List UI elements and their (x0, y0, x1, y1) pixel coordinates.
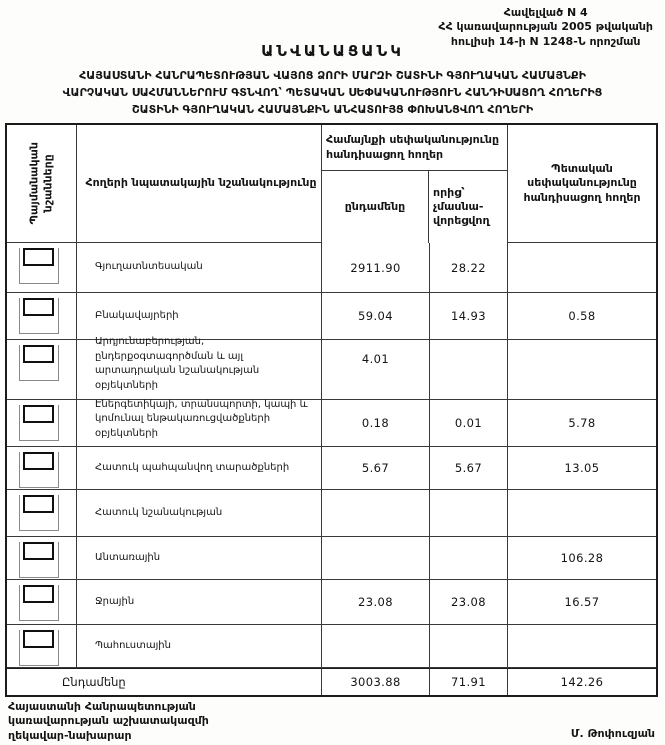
symbol-cell (7, 400, 77, 447)
legend-symbol (19, 542, 59, 578)
value-community-total (322, 537, 430, 580)
value-state (508, 243, 656, 293)
legend-swatch-icon (23, 298, 54, 316)
signatory-title-line: ղեկավար-նախարար (8, 728, 132, 742)
table-row (7, 293, 656, 340)
value-state (508, 490, 656, 537)
value-nonprivatized: 28.22 (430, 243, 508, 293)
header-cell-symbols (7, 125, 77, 243)
value-community-total (322, 490, 430, 537)
header-cell-nonprivatized: որից՝ չմասնա-վորեցվող (433, 185, 490, 228)
value-state: 106.28 (508, 537, 656, 580)
total-state: 142.26 (508, 668, 656, 695)
table-row (7, 490, 656, 537)
legend-swatch-icon (23, 345, 54, 363)
table-header-row (7, 125, 656, 243)
signatory-title-line: կառավարության աշխատակազմի (8, 714, 209, 728)
page-title: ԱՆՎԱՆԱՑԱՆԿ (261, 42, 404, 60)
total-community: 3003.88 (322, 668, 430, 695)
subtitle-line: ՇԱՏԻՆԻ ԳՅՈՒՂԱԿԱՆ ՀԱՄԱՅՆՔԻՆ ԱՆՀԱՏՈՒՅՑ ՓՈԽԱՆՑՎՈՂ ՀՈՂԵՐԻ (131, 103, 534, 117)
legend-swatch-icon (23, 542, 54, 560)
value-community-total: 2911.90 (322, 243, 430, 293)
value-community-total (322, 625, 430, 668)
header-community-subrow (322, 171, 507, 243)
legend-symbol (19, 452, 59, 488)
legend-swatch-icon (23, 405, 54, 423)
appendix-line: ՀՀ կառավարության 2005 թվականի (438, 20, 653, 34)
value-state (508, 625, 656, 668)
table-total-row (7, 668, 656, 695)
legend-swatch-icon (23, 495, 54, 513)
table-row (7, 400, 656, 447)
symbol-cell (7, 490, 77, 537)
value-nonprivatized: 14.93 (430, 293, 508, 340)
symbol-cell (7, 625, 77, 668)
header-cell-purpose: Հողերի նպատակային նշանակությունը (77, 125, 322, 243)
signatory-title (8, 700, 209, 743)
appendix-line: հուլիսի 14-ի N 1248-Ն որոշման (450, 34, 641, 48)
value-nonprivatized: 23.08 (430, 580, 508, 625)
header-cell-state: Պետական սեփականությունը հանդիսացող հողեր (508, 125, 656, 243)
value-nonprivatized: 0.01 (430, 400, 508, 447)
symbol-cell (7, 243, 77, 293)
legend-symbol (19, 585, 59, 621)
signatory-title-line: Հայաստանի Հանրապետության (8, 700, 196, 713)
value-nonprivatized: 5.67 (430, 447, 508, 490)
header-group-community (322, 125, 508, 243)
symbol-cell (7, 447, 77, 490)
value-nonprivatized (430, 625, 508, 668)
table-row (7, 537, 656, 580)
header-cell-total: ընդամենը (322, 171, 429, 243)
document-subtitle (0, 67, 665, 118)
land-table (5, 123, 658, 697)
value-community-total: 4.01 (322, 340, 430, 400)
legend-symbol (19, 495, 59, 531)
value-community-total: 5.67 (322, 447, 430, 490)
header-symbols-label: Պայմանական նշանները (27, 142, 55, 225)
symbol-cell (7, 340, 77, 400)
value-state: 5.78 (508, 400, 656, 447)
legend-symbol (19, 248, 59, 284)
legend-swatch-icon (23, 452, 54, 470)
value-state: 13.05 (508, 447, 656, 490)
value-community-total: 0.18 (322, 400, 430, 447)
land-purpose-label: Հատուկ նշանակության (77, 490, 322, 537)
signatory-name: Մ. Թոփուզյան (570, 727, 655, 740)
land-purpose-label: Ջրային (77, 580, 322, 625)
symbol-cell (7, 580, 77, 625)
value-state: 16.57 (508, 580, 656, 625)
total-nonprivatized: 71.91 (430, 668, 508, 695)
total-label: Ընդամենը (7, 668, 322, 695)
table-row (7, 580, 656, 625)
land-purpose-label: Պահուստային (77, 625, 322, 668)
value-nonprivatized (430, 490, 508, 537)
header-community-label: Համայնքի սեփականությունը հանդիսացող հողեր (322, 125, 507, 171)
value-nonprivatized (430, 537, 508, 580)
legend-symbol (19, 405, 59, 441)
symbol-cell (7, 537, 77, 580)
table-row (7, 243, 656, 293)
value-state: 0.58 (508, 293, 656, 340)
legend-symbol (19, 345, 59, 381)
value-community-total: 59.04 (322, 293, 430, 340)
land-purpose-label: Էներգետիկայի, տրանսպորտի, կապի և կոմունալ ենթակառուցվածքների օբյեկտների (77, 400, 322, 447)
legend-swatch-icon (23, 630, 54, 648)
legend-swatch-icon (23, 248, 54, 266)
subtitle-line: ՀԱՅԱՍՏԱՆԻ ՀԱՆՐԱՊԵՏՈՒԹՅԱՆ ՎԱՅՈՑ ՁՈՐԻ ՄԱՐԶԻ ՇԱՏԻՆԻ ԳՅՈՒՂԱԿԱՆ ՀԱՄԱՅՆՔԻ (79, 69, 586, 82)
value-nonprivatized (430, 340, 508, 400)
legend-symbol (19, 298, 59, 334)
table-row (7, 625, 656, 668)
appendix-line: Հավելված N 4 (503, 6, 588, 19)
table-row (7, 447, 656, 490)
land-purpose-label: Բնակավայրերի (77, 293, 322, 340)
land-purpose-label: Գյուղատնտեսական (77, 243, 322, 293)
land-purpose-label: Անտառային (77, 537, 322, 580)
legend-symbol (19, 630, 59, 666)
subtitle-line: ՎԱՐՉԱԿԱՆ ՍԱՀՄԱՆՆԵՐՈՒՄ ԳՏՆՎՈՂ՝ ՊԵՏԱԿԱՆ ՍԵՓԱԿԱՆՈՒԹՅՈՒՆ ՀԱՆԴԻՍԱՑՈՂ ՀՈՂԵՐԻՑ (62, 86, 603, 100)
table-row (7, 336, 656, 400)
symbol-cell (7, 293, 77, 340)
value-community-total: 23.08 (322, 580, 430, 625)
land-purpose-label: Արդյունաբերության, ընդերքօգտագործման և այլ արտադրական նշանակության օբյեկտների (77, 340, 322, 400)
land-purpose-label: Հատուկ պահպանվող տարածքների (77, 447, 322, 490)
value-state (508, 340, 656, 400)
legend-swatch-icon (23, 585, 54, 603)
